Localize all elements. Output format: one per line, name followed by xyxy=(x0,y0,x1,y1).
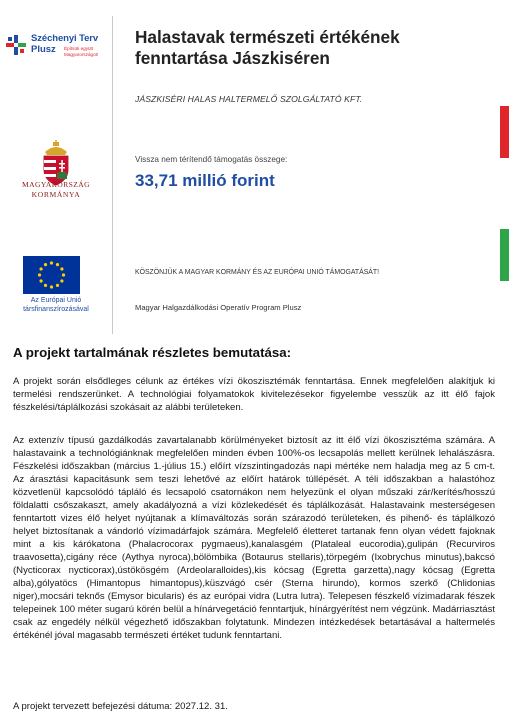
red-accent-bar xyxy=(500,106,509,158)
szechenyi-tagline-1: Építsük együtt xyxy=(64,46,94,51)
szechenyi-tagline-2: Magyarországot! xyxy=(64,51,99,57)
green-accent-bar xyxy=(500,229,509,281)
szechenyi-cross-icon xyxy=(6,35,26,55)
completion-date: A projekt tervezett befejezési dátuma: 2027.12. 31. xyxy=(13,701,228,712)
section-heading: A projekt tartalmának részletes bemutatása: xyxy=(13,345,292,360)
government-label-line-2: KORMÁNYA xyxy=(31,190,81,199)
szechenyi-plusz: Plusz xyxy=(31,44,56,55)
eu-flag-icon xyxy=(23,256,80,294)
szechenyi-terv-logo xyxy=(6,33,110,83)
poster-info-column xyxy=(135,0,495,335)
grant-amount-label: Vissza nem térítendő támogatás összege: xyxy=(135,155,288,164)
eu-cofinancing-line-1: Az Európai Unió xyxy=(30,297,82,304)
government-label-line-1: MAGYARORSZÁG xyxy=(21,180,91,189)
operational-programme: Magyar Halgazdálkodási Operatív Program Plusz xyxy=(135,303,302,312)
logo-column xyxy=(0,0,112,335)
details-paragraph: Az extenzív típusú gazdálkodás zavartalanabb körülményeket biztosít az itt élő vízi ökoszisztéma számára. A halastavaink a technológiánknak megfelelően minden évben 100%-os lecsapolás mellett kerülnek lehalászásra. Fészkelési időszakban (március 1.-július 15.) előírt vízszintingadozás napi mértéke nem haladja meg az 5 cm-t. Az árasztási kapacitásunk sem teszi lehetővé az előírt határok túllépését. A téli időszakban a halastóhoz közvetlenül kapcsolódó tápláló és lecsapoló csatornákon nem helyezünk el olyan műszaki zár/kerítés/hosszú földalatti csőszakaszt, amely akadályozná a vízi közlekedését és táplálkozását. Halastavaink mesterségesen fenntartott vizes élő helyet nyújtanak a klímaváltozás során szárazodó területeken, és pihenő- és táplálkozó helyet biztosítanak a vándorló vízimadárfajok számára. Megfelelő életteret tartanak fenn olyan védett fajoknak mint a kis kárókatona (Phalacrocorax pygmaeus),kanalasgém (Plataleal eucorodia),gulipán (Recurviros traavosetta),cigány réce (Aythya nyroca),bölömbika (Botaurus stellaris),törpegém (Ixobrychus minutus),bakcsó (Nycticorax nycticorax),ústökösgém (Ardeolaralloides),kis kócsag (Egretta garzetta),nagy kócsag (Egretta alba),gólyatöcs (Himantopus himantopus),küszvágó csér (Sterna hirundo), kormos szerkő (Chlidonias niger),mocsári teknős (Emysor bicularis) és az európai vidra (Lutra lutra). Telepesen fészkelő vízimadarak fészek telepeinek 100 méter sugarú körén belül a hínárvegetáció fenntartjuk, hínárgyérítést nem végzünk. Madárriasztást csak az engedély nélkül végezhető időszakban folytatunk. Mindezen intézkedések betartásával a haltermelés értékénél jóval magasabb természeti értéket tudunk fenntartani. xyxy=(13,435,495,641)
beneficiary-company: JÁSZKISÉRI HALAS HALTERMELŐ SZOLGÁLTATÓ KFT. xyxy=(135,94,363,104)
szechenyi-title: Széchenyi Terv xyxy=(31,33,99,44)
eu-cofinancing-line-2: társfinanszírozásával xyxy=(23,306,89,313)
thanks-statement: KÖSZÖNJÜK A MAGYAR KORMÁNY ÉS AZ EURÓPAI UNIÓ TÁMOGATÁSÁT! xyxy=(135,269,380,276)
column-divider xyxy=(112,16,113,334)
intro-paragraph: A projekt során elsődleges célunk az értékes vízi ökoszisztémák fenntartása. Ennek megfelelően alakítjuk ki termelési rendszerünket. A technológiai folyamatokok kivitelezésekor figyelembe vesszük az itt élő fajok fészkelési/táplálkozási szokásait az alábbi területeken. xyxy=(13,376,495,413)
grant-amount-value: 33,71 millió forint xyxy=(135,171,275,190)
project-title: Halastavak természeti értékének fenntartása Jászkiséren xyxy=(135,27,400,68)
project-poster xyxy=(0,0,509,335)
